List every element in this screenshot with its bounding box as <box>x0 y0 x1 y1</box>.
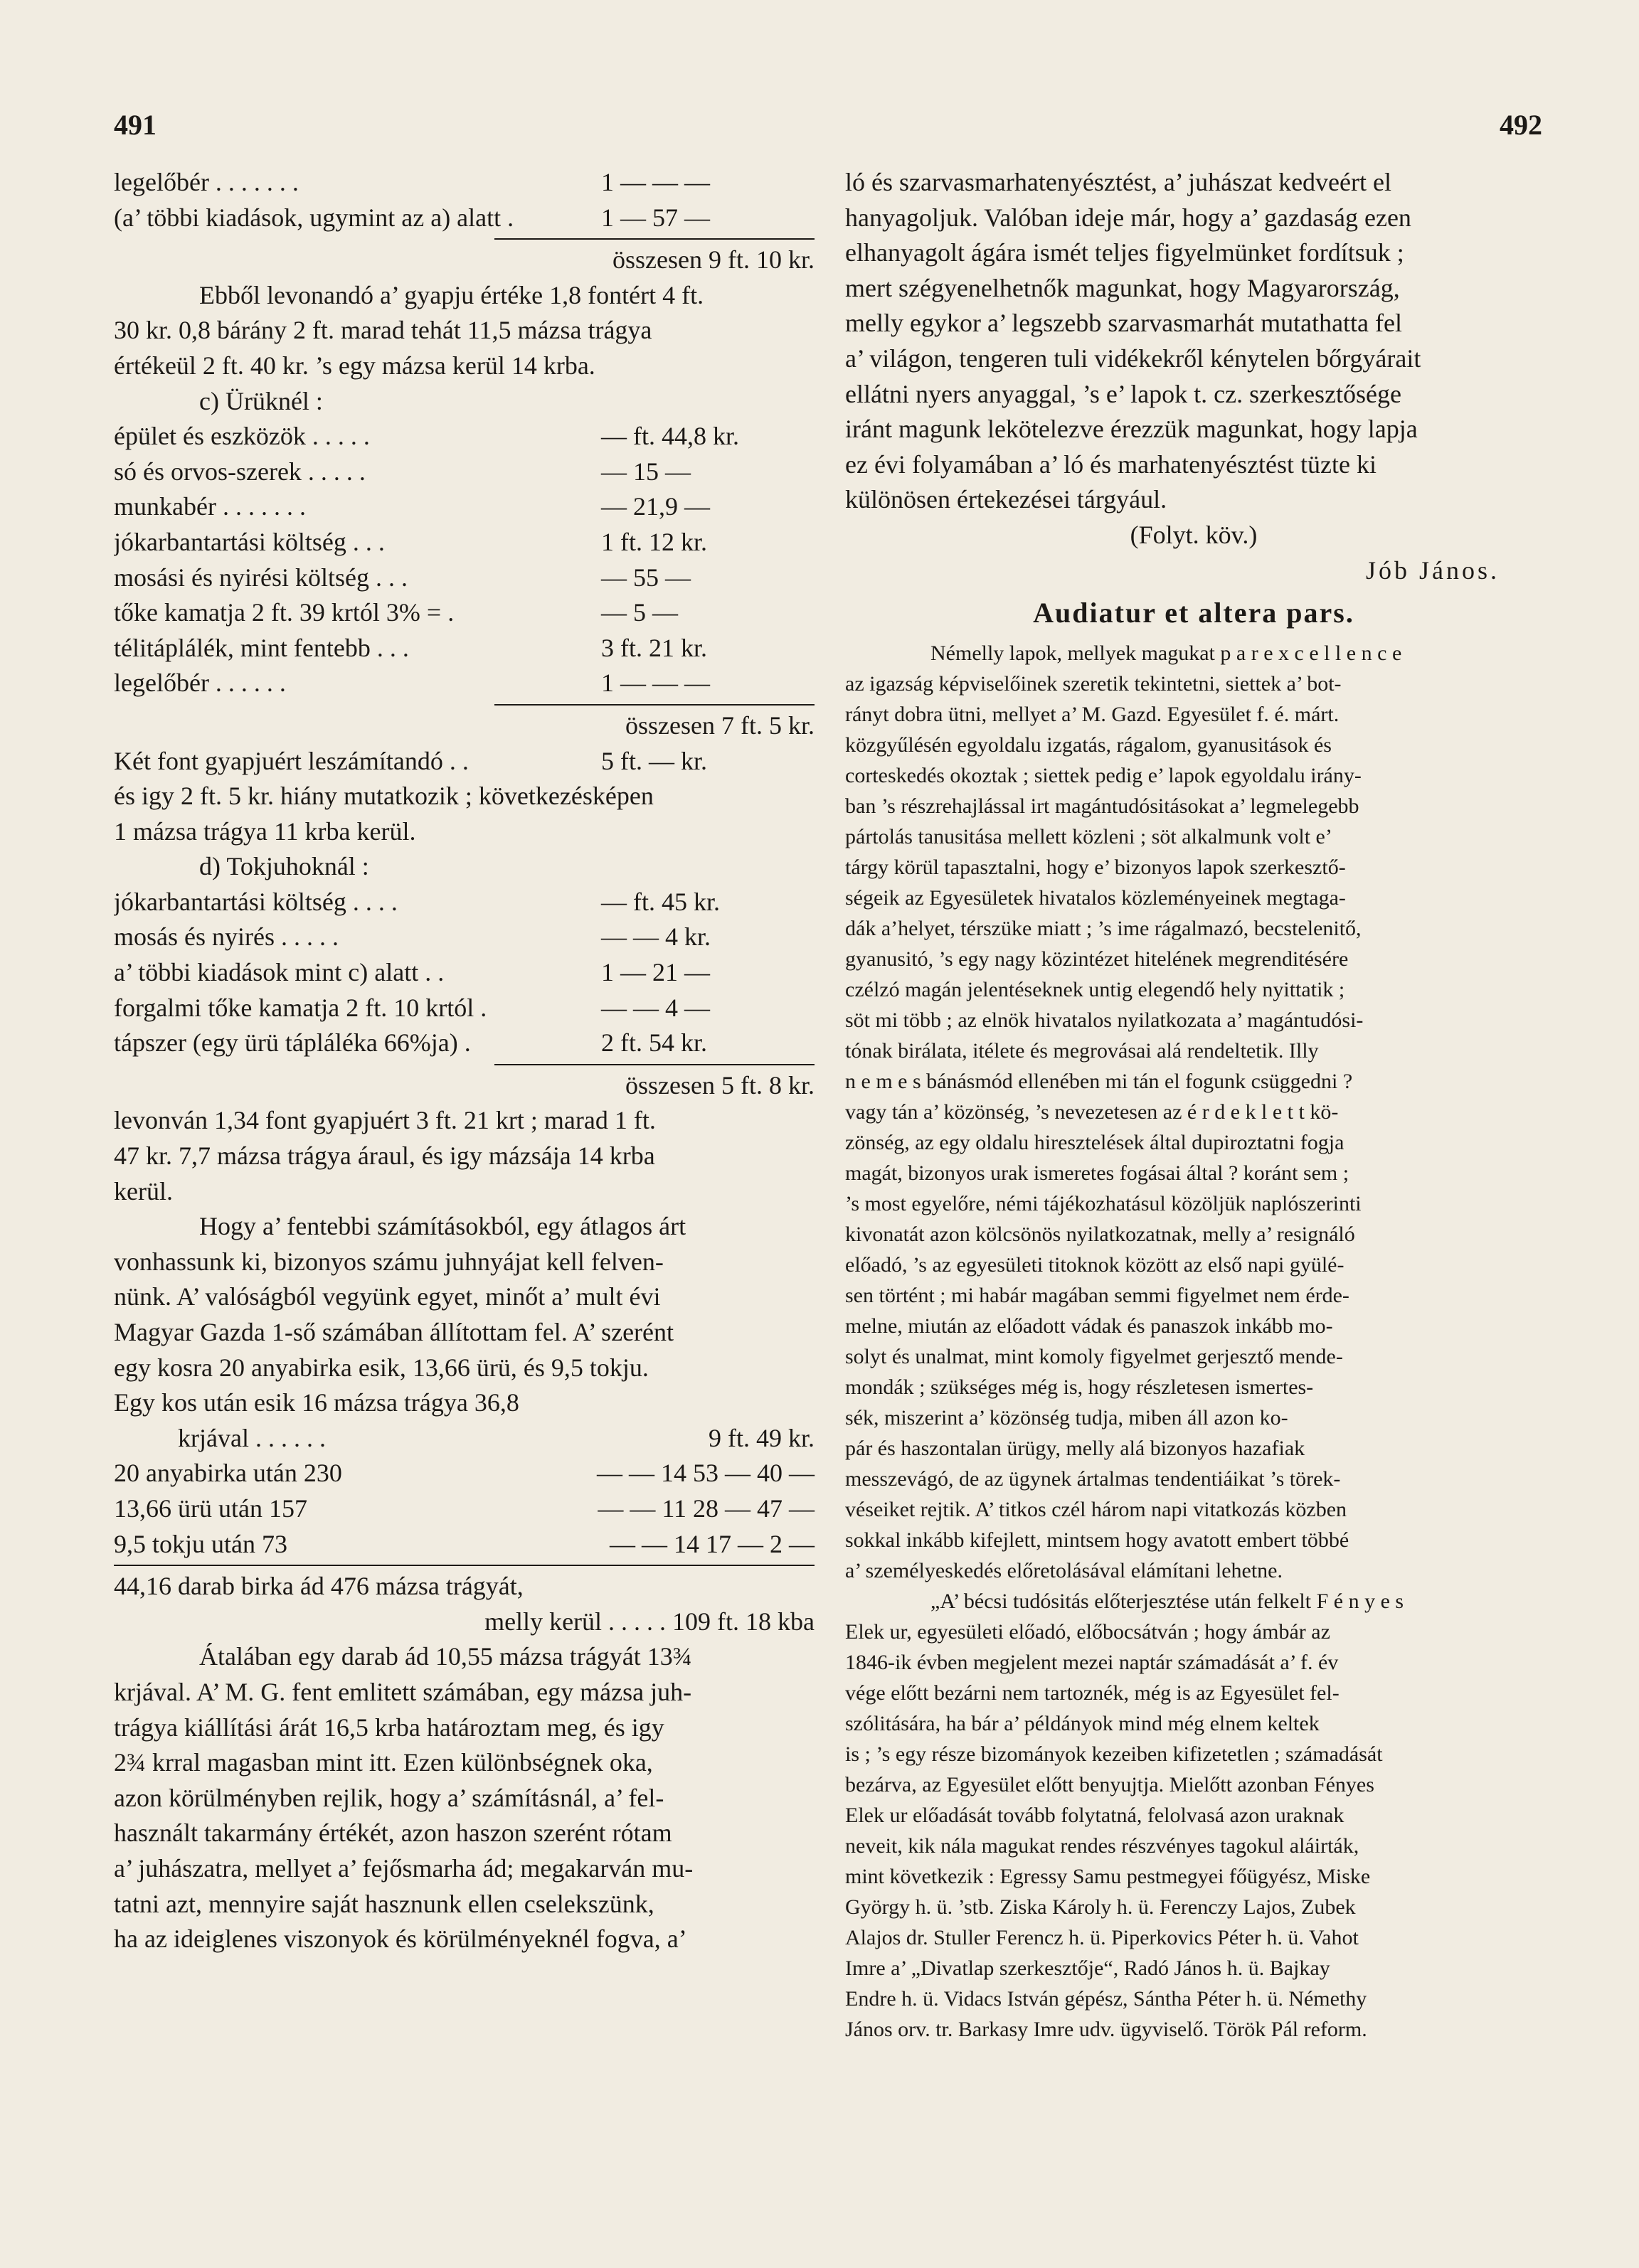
calc-label: 9,5 tokju után 73 <box>114 1529 287 1558</box>
ledger-label: tőke kamatja 2 ft. 39 krtól 3% = . <box>114 598 455 627</box>
calc-row <box>114 1456 815 1491</box>
ledger-amount: — ft. 45 kr. <box>601 887 720 916</box>
paragraph-line: ellátni nyers anyaggal, ’s e’ lapok t. cz. szerkesztősége <box>845 379 1402 408</box>
article-line: vége előtt bezárni nem tartoznék, még is az Egyesület fel- <box>845 1681 1340 1705</box>
ledger-row <box>114 744 815 779</box>
paragraph-line: 30 kr. 0,8 bárány 2 ft. marad tehát 11,5 mázsa trágya <box>114 316 652 345</box>
ledger-amount: 1 — — — <box>601 168 710 196</box>
ledger-row <box>114 595 815 631</box>
ledger-label: mosás és nyirés . . . . . <box>114 922 339 952</box>
article-line: az igazság képviselőinek szeretik tekintetni, siettek a’ bot- <box>845 672 1342 696</box>
article-line: vagy tán a’ közönség, ’s nevezetesen az é r d e k l e t t kö- <box>845 1100 1339 1124</box>
article-line: Endre h. ü. Vidacs István gépész, Sántha Péter h. ü. Némethy <box>845 1987 1367 2011</box>
article-line: ban ’s részrehajlással irt magántudósitásokat a’ legmelegebb <box>845 794 1359 819</box>
paragraph-line: mert szégyenelhetnők magunkat, hogy Magyarország, <box>845 273 1400 302</box>
ledger-row <box>114 885 815 920</box>
paragraph-line: Magyar Gazda 1-ső számában állítottam fel. A’ szerént <box>114 1318 674 1346</box>
ledger-label: télitáplálék, mint fentebb . . . <box>114 633 409 662</box>
article-line: Némelly lapok, mellyek magukat p a r e x c e l l e n c e <box>930 641 1402 666</box>
article-body <box>845 638 1542 2045</box>
article-line: ségeik az Egyesületek hivatalos közleményeinek megtaga- <box>845 886 1346 910</box>
paragraph-line: krjával. A’ M. G. fent emlitett számában, egy mázsa juh- <box>114 1677 692 1706</box>
article-line: dák a’helyet, térszüke miatt ; ’s ime rágalmazó, becstelenitő, <box>845 917 1362 941</box>
ledger-amount: — 21,9 — <box>601 492 710 521</box>
article-line: Alajos dr. Stuller Ferencz h. ü. Piperkovics Péter h. ü. Vahot <box>845 1926 1359 1950</box>
paragraph-line: használt takarmány értékét, azon haszon szerént rótam <box>114 1819 672 1848</box>
total-line: összesen 5 ft. 8 kr. <box>625 1070 815 1100</box>
article-line: solyt és unalmat, mint komoly figyelmet gerjesztő mende- <box>845 1345 1343 1369</box>
left-column <box>114 165 815 1957</box>
ledger-label: legelőbér . . . . . . . <box>114 168 299 196</box>
continued-note: (Folyt. köv.) <box>1130 520 1258 549</box>
article-line: mondák ; szükséges még is, hogy részletesen ismertes- <box>845 1375 1314 1400</box>
paragraph-line: különösen értekezései tárgyául. <box>845 485 1167 514</box>
page-number-left: 491 <box>114 109 157 141</box>
article-line: 1846-ik évben megjelent mezei naptár számadását a’ f. év <box>845 1651 1339 1675</box>
ledger-label: só és orvos-szerek . . . . . <box>114 457 366 486</box>
right-column <box>845 165 1542 2045</box>
section-heading: c) Ürüknél : <box>199 386 323 415</box>
ledger-label: legelőbér . . . . . . <box>114 669 286 698</box>
article-line: előadó, ’s az egyesületi titoknok között az első napi gyülé- <box>845 1253 1344 1277</box>
sum-rule <box>114 1565 815 1566</box>
paragraph-line: Ebből levonandó a’ gyapju értéke 1,8 fontért 4 ft. <box>199 280 704 309</box>
ledger-amount: 5 ft. — kr. <box>601 746 707 775</box>
ledger-label: munkabér . . . . . . . <box>114 492 306 521</box>
page-number-right: 492 <box>1500 109 1542 141</box>
ledger-block-d <box>114 885 815 1061</box>
paragraph-line: 47 kr. 7,7 mázsa trágya áraul, és igy mázsája 14 krba <box>114 1141 655 1171</box>
paragraph-line: hanyagoljuk. Valóban ideje már, hogy a’ gazdaság ezen <box>845 203 1411 232</box>
article-line: söt mi több ; az elnök hivatalos nyilatkozata a’ magántudósi- <box>845 1008 1364 1033</box>
ledger-row <box>114 955 815 991</box>
ledger-row <box>114 631 815 666</box>
paragraph-line: azon körülményben rejlik, hogy a’ számításnál, a’ fel- <box>114 1783 664 1812</box>
calc-row <box>114 1491 815 1527</box>
ledger-row <box>114 666 815 701</box>
paragraph-line: elhanyagolt ágára ismét teljes figyelmünket fordítsuk ; <box>845 238 1404 267</box>
calc-value: — — 14 53 — 40 — <box>597 1459 815 1488</box>
calc-label: krjával . . . . . . <box>178 1423 326 1452</box>
summary-line: melly kerül . . . . . 109 ft. 18 kba <box>484 1607 815 1636</box>
ledger-row <box>114 489 815 525</box>
calc-value: 9 ft. 49 kr. <box>709 1423 815 1452</box>
paragraph-line: ha az ideiglenes viszonyok és körülményeknél fogva, a’ <box>114 1924 687 1954</box>
article-line: „A’ bécsi tudósitás előterjesztése után felkelt F é n y e s <box>930 1590 1404 1614</box>
article-line: Elek ur előadását tovább folytatná, felolvasá azon uraknak <box>845 1804 1344 1828</box>
paragraph-line: kerül. <box>114 1176 173 1205</box>
ledger-row <box>114 991 815 1026</box>
paragraph-line: ez évi folyamában a’ ló és marhatenyésztést tüzte ki <box>845 449 1377 479</box>
paragraph-line: iránt magunk lekötelezve érezzük magunkat, hogy lapja <box>845 415 1418 444</box>
paragraph-line: Hogy a’ fentebbi számításokból, egy átlagos árt <box>199 1212 686 1241</box>
article-line: corteskedés okoztak ; siettek pedig e’ lapok egyoldalu irány- <box>845 764 1362 788</box>
ledger-label: mosási és nyirési költség . . . <box>114 563 408 592</box>
article-line: Elek ur, egyesületi előadó, előbocsátván ; hogy ámbár az <box>845 1620 1330 1644</box>
calc-row <box>114 1527 815 1562</box>
ledger-row <box>114 419 815 454</box>
article-line: rányt dobra ütni, mellyet a’ M. Gazd. Egyesület f. é. márt. <box>845 703 1340 727</box>
article-title: Audiatur et altera pars. <box>1033 597 1354 629</box>
ledger-amount: — ft. 44,8 kr. <box>601 422 739 451</box>
ledger-label: (a’ többi kiadások, ugymint az a) alatt . <box>114 203 514 232</box>
article-line: pártolás tanusitása mellett közleni ; söt alkalmunk volt e’ <box>845 825 1332 849</box>
article-line: mint következik : Egressy Samu pestmegyei főügyész, Miske <box>845 1865 1371 1889</box>
ledger-row <box>114 560 815 596</box>
article-line: sokkal inkább kifejlett, mintsem hogy avatott embert többé <box>845 1528 1349 1553</box>
article-line: Imre a’ „Divatlap szerkesztője“, Radó János h. ü. Bajkay <box>845 1956 1330 1981</box>
paragraph-line: nünk. A’ valóságból vegyünk egyet, minőt a’ mult évi <box>114 1282 661 1311</box>
paragraph-line: értékeül 2 ft. 40 kr. ’s egy mázsa kerül 14 krba. <box>114 351 595 380</box>
article-line: tónak birálata, itélete és megrovásai alá rendeltetik. Illy <box>845 1039 1319 1063</box>
ledger-label: jókarbantartási költség . . . . <box>114 887 398 916</box>
article-line: messzevágó, de az ügynek ártalmas tendentiáikat ’s törek- <box>845 1467 1341 1491</box>
ledger-label: épület és eszközök . . . . . <box>114 422 370 451</box>
paragraph-line: melly egykor a’ legszebb szarvasmarhát mutathatta fel <box>845 309 1402 338</box>
ledger-row <box>114 920 815 955</box>
article-line: zönség, az egy oldalu hiresztelések által dupiroztatni fogja <box>845 1131 1344 1155</box>
paragraph-line: a’ világon, tengeren tuli vidékekről kénytelen bőrgyárait <box>845 344 1421 373</box>
ledger-row <box>114 454 815 490</box>
total-line: összesen 9 ft. 10 kr. <box>612 245 815 275</box>
ledger-label: forgalmi tőke kamatja 2 ft. 10 krtól . <box>114 993 487 1022</box>
ledger-amount: 2 ft. 54 kr. <box>601 1028 707 1058</box>
article-line: gyanusitó, ’s egy nagy közintézet hitelének megrenditésére <box>845 947 1349 971</box>
ledger-amount: — — 4 kr. <box>601 922 711 952</box>
ledger-amount: — 55 — <box>601 563 691 592</box>
article-line: sen történt ; mi habár magában semmi figyelmet nem érde- <box>845 1284 1349 1308</box>
section-heading: d) Tokjuhoknál : <box>199 852 369 881</box>
article-line: bezárva, az Egyesület előtt benyujtja. Mielőtt azonban Fényes <box>845 1773 1374 1797</box>
sum-rule <box>494 238 815 240</box>
article-line: véseiket rejtik. A’ titkos czél három napi vitatkozás közben <box>845 1498 1347 1522</box>
article-line: ’s most egyelőre, némi tájékozhatásul közöljük naplószerinti <box>845 1192 1362 1216</box>
article-line: n e m e s bánásmód ellenében mi tán el fogunk csüggedni ? <box>845 1070 1353 1094</box>
ledger-label: jókarbantartási költség . . . <box>114 527 385 556</box>
ledger-amount: 1 — 21 — <box>601 958 710 987</box>
article-line: sék, miszerint a’ közönség tudja, miben áll azon ko- <box>845 1406 1288 1430</box>
ledger-label: a’ többi kiadások mint c) alatt . . <box>114 958 445 987</box>
calc-label: 13,66 ürü után 157 <box>114 1494 307 1523</box>
paragraph-line: vonhassunk ki, bizonyos számu juhnyájat kell felven- <box>114 1247 664 1276</box>
author-signature: Jób János. <box>1365 555 1500 585</box>
paragraph-line: egy kosra 20 anyabirka esik, 13,66 ürü, és 9,5 tokju. <box>114 1353 649 1382</box>
paragraph-line: ló és szarvasmarhatenyésztést, a’ juhászat kedveért el <box>845 168 1391 196</box>
paragraph-line: és igy 2 ft. 5 kr. hiány mutatkozik ; következésképen <box>114 782 654 811</box>
summary-line: 44,16 darab birka ád 476 mázsa trágyát, <box>114 1572 524 1601</box>
paragraph-line: Átalában egy darab ád 10,55 mázsa trágyát 13¾ <box>199 1642 692 1671</box>
paragraph-line: 1 mázsa trágya 11 krba kerül. <box>114 816 416 846</box>
article-line: czélzó magán jelentéseknek untig elegendő hely nyittatik ; <box>845 978 1345 1002</box>
article-line: is ; ’s egy része bizományok kezeiben kifizetetlen ; számadását <box>845 1742 1383 1767</box>
calc-value: — — 14 17 — 2 — <box>610 1529 815 1558</box>
paragraph-line: Egy kos után esik 16 mázsa trágya 36,8 <box>114 1388 519 1417</box>
ledger-amount: 3 ft. 21 kr. <box>601 633 707 662</box>
article-line: magát, bizonyos urak ismeretes fogásai által ? koránt sem ; <box>845 1161 1349 1186</box>
paragraph-line: tatni azt, mennyire saját hasznunk ellen cselekszünk, <box>114 1889 654 1918</box>
paragraph-line: trágya kiállítási árát 16,5 krba határoztam meg, és igy <box>114 1713 664 1742</box>
sum-rule <box>494 704 815 706</box>
ledger-amount: — — 4 — <box>601 993 710 1022</box>
article-line: János orv. tr. Barkasy Imre udv. ügyviselő. Török Pál reform. <box>845 2018 1367 2042</box>
ledger-label: Két font gyapjuért leszámítandó . . <box>114 746 469 775</box>
calc-label: 20 anyabirka után 230 <box>114 1459 342 1488</box>
ledger-row <box>114 1026 815 1061</box>
paragraph-line: a’ juhászatra, mellyet a’ fejősmarha ád; megakarván mu- <box>114 1853 694 1883</box>
total-line: összesen 7 ft. 5 kr. <box>625 710 815 740</box>
article-line: tárgy körül tapasztalni, hogy e’ bizonyos lapok szerkesztő- <box>845 856 1346 880</box>
ledger-label: tápszer (egy ürü tápláléka 66%ja) . <box>114 1028 471 1058</box>
calc-row <box>114 1421 815 1457</box>
ledger-row <box>114 201 815 236</box>
article-line: neveit, kik nála magukat rendes részvényes tagokul aláirták, <box>845 1834 1359 1858</box>
ledger-amount: 1 ft. 12 kr. <box>601 527 707 556</box>
ledger-row <box>114 525 815 560</box>
paragraph-line: 2¾ krral magasban mint itt. Ezen különbségnek oka, <box>114 1748 653 1777</box>
ledger-amount: 1 — — — <box>601 669 710 698</box>
paragraph-line: levonván 1,34 font gyapjuért 3 ft. 21 krt ; marad 1 ft. <box>114 1106 656 1135</box>
ledger-block-c <box>114 419 815 701</box>
article-line: szólitására, ha bár a’ példányok mind még elnem keltek <box>845 1712 1320 1736</box>
ledger-amount: — 15 — <box>601 457 691 486</box>
calc-value: — — 11 28 — 47 — <box>598 1494 815 1523</box>
article-line: a’ személyeskedés előretolásával elámítani lehetne. <box>845 1559 1283 1583</box>
article-line: melne, miután az előadott vádak és panaszok inkább mo- <box>845 1314 1333 1338</box>
ledger-row <box>114 165 815 201</box>
article-line: György h. ü. ’stb. Ziska Károly h. ü. Ferenczy Lajos, Zubek <box>845 1895 1356 1920</box>
article-line: kivonatát azon kölcsönös nyilatkozatnak, melly a’ resignáló <box>845 1223 1355 1247</box>
ledger-amount: — 5 — <box>601 598 678 627</box>
sum-rule <box>494 1064 815 1065</box>
ledger-amount: 1 — 57 — <box>601 203 710 232</box>
article-line: közgyűlésén egyoldalu izgatás, rágalom, gyanusitások és <box>845 733 1332 757</box>
ledger-block-b <box>114 165 815 235</box>
article-line: pár és haszontalan ürügy, melly alá bizonyos hazafiak <box>845 1437 1305 1461</box>
